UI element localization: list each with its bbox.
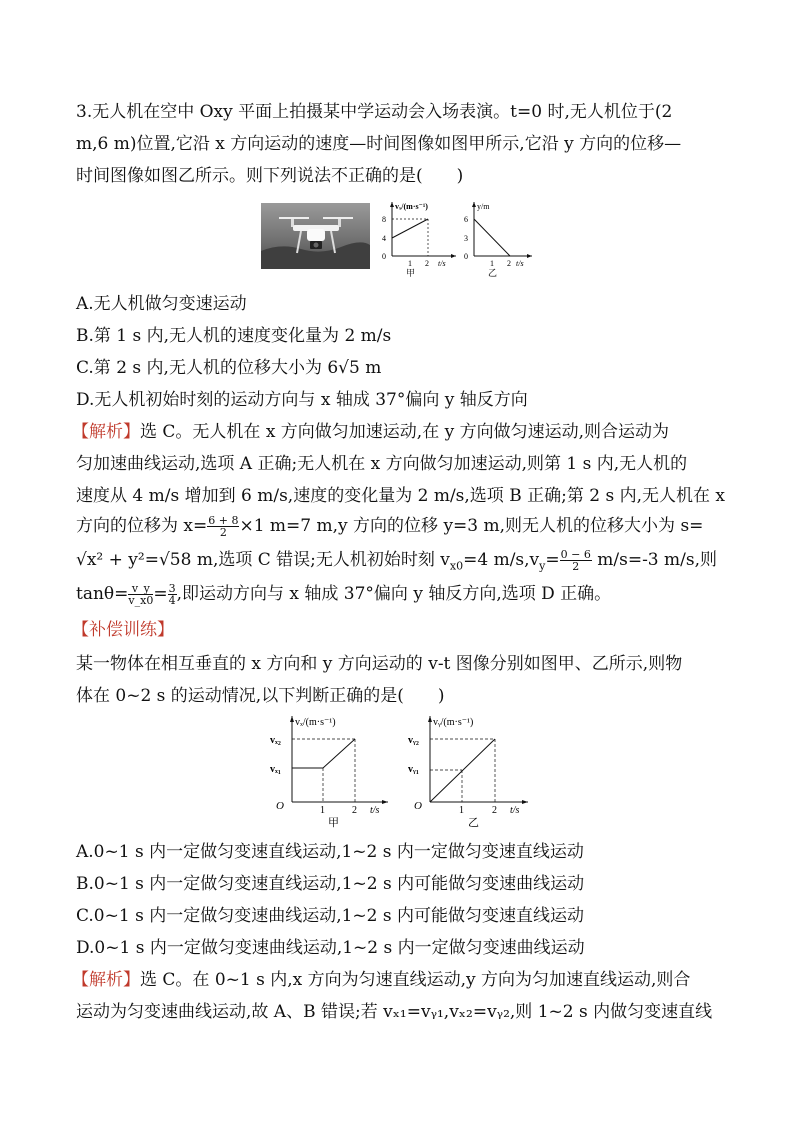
supp-jia-vx1: vₓ₁ <box>270 764 281 775</box>
analysis2-line-2: 运动为匀变速曲线运动,故 A、B 错误;若 vₓ₁=vᵧ₁,vₓ₂=vᵧ₂,则 1~2 s 内做匀变速直线 <box>76 1002 713 1022</box>
q3-line-3: 时间图像如图乙所示。则下列说法不正确的是( ) <box>76 166 464 186</box>
supp-jia-ylabel: vₓ/(m·s⁻¹) <box>295 717 336 728</box>
q3-yi-xlabel: t/s <box>516 259 524 268</box>
supp-line-2: 体在 0~2 s 的运动情况,以下判断正确的是( ) <box>76 686 445 706</box>
supp-jia-caption: 甲 <box>328 817 339 829</box>
q3-jia-xlabel: t/s <box>438 259 446 268</box>
supp-tag: 【补偿训练】 <box>72 620 174 640</box>
drone-photo <box>261 203 370 269</box>
q3-jia-caption: 甲 <box>406 268 416 278</box>
analysis2-text-1: 选 C。在 0~1 s 内,x 方向为匀速直线运动,y 方向为匀加速直线运动,则合 <box>140 970 691 990</box>
q3-option-a: A.无人机做匀变速运动 <box>76 294 247 314</box>
q3-jia-ytick-8: 8 <box>382 215 386 224</box>
analysis1-text-1: 选 C。无人机在 x 方向做匀加速运动,在 y 方向做匀速运动,则合运动为 <box>140 422 670 442</box>
q3-yi-xtick-1: 1 <box>490 259 494 268</box>
fraction-3-over-4: $\frac{3}{4}$ <box>168 582 176 607</box>
analysis2-tag: 【解析】 <box>72 970 140 990</box>
analysis1-line-2: 匀加速曲线运动,选项 A 正确;无人机在 x 方向做匀加速运动,则第 1 s 内,无人机的 <box>76 454 688 474</box>
supp-yi-vy2: vᵧ₂ <box>408 735 419 746</box>
supp-option-b: B.0~1 s 内一定做匀变速直线运动,1~2 s 内可能做匀变速曲线运动 <box>76 874 585 894</box>
analysis1-tag: 【解析】 <box>72 422 140 442</box>
fraction-6plus8-over-2: $\frac{6 + 8}{2}$ <box>208 514 239 539</box>
supp-yi-caption: 乙 <box>468 817 479 829</box>
supp-yi-xtick-1: 1 <box>459 805 464 816</box>
q3-line-1: 3.无人机在空中 Oxy 平面上拍摄某中学运动会入场表演。t=0 时,无人机位于(2 <box>76 102 673 122</box>
analysis1-line-4 <box>76 514 703 538</box>
q3-figure-jia <box>378 198 460 278</box>
analysis1-line-3: 速度从 4 m/s 增加到 6 m/s,速度的变化量为 2 m/s,选项 B 正确;第 2 s 内,无人机在 x <box>76 486 725 506</box>
q3-yi-caption: 乙 <box>488 268 498 278</box>
analysis1-line-6: tanθ= $\frac{v\_y}{v\_x0}$ = $\frac{3}{4}$ ,即运动方向与 x 轴成 37°偏向 y 轴反方向,选项 D 正确。 <box>76 582 612 607</box>
fraction-vy-over-vx0: $\frac{v\_y}{v\_x0}$ <box>128 582 154 607</box>
q3-yi-line <box>474 219 510 256</box>
analysis1-l5a: √x² + y²=√58 m,选项 C 错误;无人机初始时刻 v <box>76 550 450 570</box>
q3-figure-yi <box>460 198 536 278</box>
q3-yi-ytick-3: 3 <box>464 234 468 243</box>
supp-yi-line <box>430 739 495 802</box>
supp-figure-jia <box>262 712 396 830</box>
analysis1-line-5: √x² + y²=√58 m,选项 C 错误;无人机初始时刻 $v_{x0}=4$ $m/s,v_y=$ $\frac{0 - 6}{2}$ m/s=-3 m/s,则 <box>76 548 718 573</box>
supp-jia-xtick-2: 2 <box>352 805 357 816</box>
supp-yi-xtick-2: 2 <box>492 805 497 816</box>
q3-jia-ytick-4: 4 <box>382 234 386 243</box>
q3-jia-xtick-2: 2 <box>425 259 429 268</box>
supp-option-a: A.0~1 s 内一定做匀变速直线运动,1~2 s 内一定做匀变速直线运动 <box>76 842 584 862</box>
supp-option-d: D.0~1 s 内一定做匀变速曲线运动,1~2 s 内一定做匀变速曲线运动 <box>76 938 585 958</box>
supp-jia-xlabel: t/s <box>370 805 380 816</box>
supp-line-1: 某一物体在相互垂直的 x 方向和 y 方向运动的 v-t 图像分别如图甲、乙所示,则物 <box>76 654 683 674</box>
supp-yi-ylabel: vᵧ/(m·s⁻¹) <box>433 717 474 728</box>
analysis1-l4b: ×1 m=7 m,y 方向的位移 y=3 m,则无人机的位移大小为 s= <box>239 516 704 536</box>
q3-jia-ytick-0: 0 <box>382 252 386 261</box>
q3-yi-ytick-0: 0 <box>464 252 468 261</box>
supp-yi-xlabel: t/s <box>510 805 520 816</box>
q3-line-2: m,6 m)位置,它沿 x 方向运动的速度—时间图像如图甲所示,它沿 y 方向的位移— <box>76 134 682 154</box>
q3-option-d: D.无人机初始时刻的运动方向与 x 轴成 37°偏向 y 轴反方向 <box>76 390 528 410</box>
supp-jia-line <box>292 739 355 768</box>
supp-option-c: C.0~1 s 内一定做匀变速曲线运动,1~2 s 内可能做匀变速直线运动 <box>76 906 585 926</box>
q3-option-b: B.第 1 s 内,无人机的速度变化量为 2 m/s <box>76 326 392 346</box>
supp-jia-origin: O <box>276 800 284 812</box>
supp-jia-vx2: vₓ₂ <box>270 735 281 746</box>
supp-jia-xtick-1: 1 <box>320 805 325 816</box>
q3-yi-ytick-6: 6 <box>464 215 468 224</box>
q3-jia-ylabel: vₓ/(m·s⁻¹) <box>395 202 428 211</box>
supp-figure-yi <box>402 712 536 830</box>
q3-jia-xtick-1: 1 <box>408 259 412 268</box>
q3-yi-xtick-2: 2 <box>507 259 511 268</box>
supp-yi-origin: O <box>414 800 422 812</box>
supp-yi-vy1: vᵧ₁ <box>408 764 419 775</box>
analysis2-line-1 <box>72 968 690 992</box>
q3-yi-ylabel: y/m <box>477 202 490 211</box>
fraction-0minus6-over-2: $\frac{0 - 6}{2}$ <box>560 548 591 573</box>
analysis1-line-1 <box>72 420 669 444</box>
q3-jia-line <box>392 219 428 238</box>
q3-option-c: C.第 2 s 内,无人机的位移大小为 6√5 m <box>76 358 382 378</box>
analysis1-l4a: 方向的位移为 x= <box>76 516 208 536</box>
